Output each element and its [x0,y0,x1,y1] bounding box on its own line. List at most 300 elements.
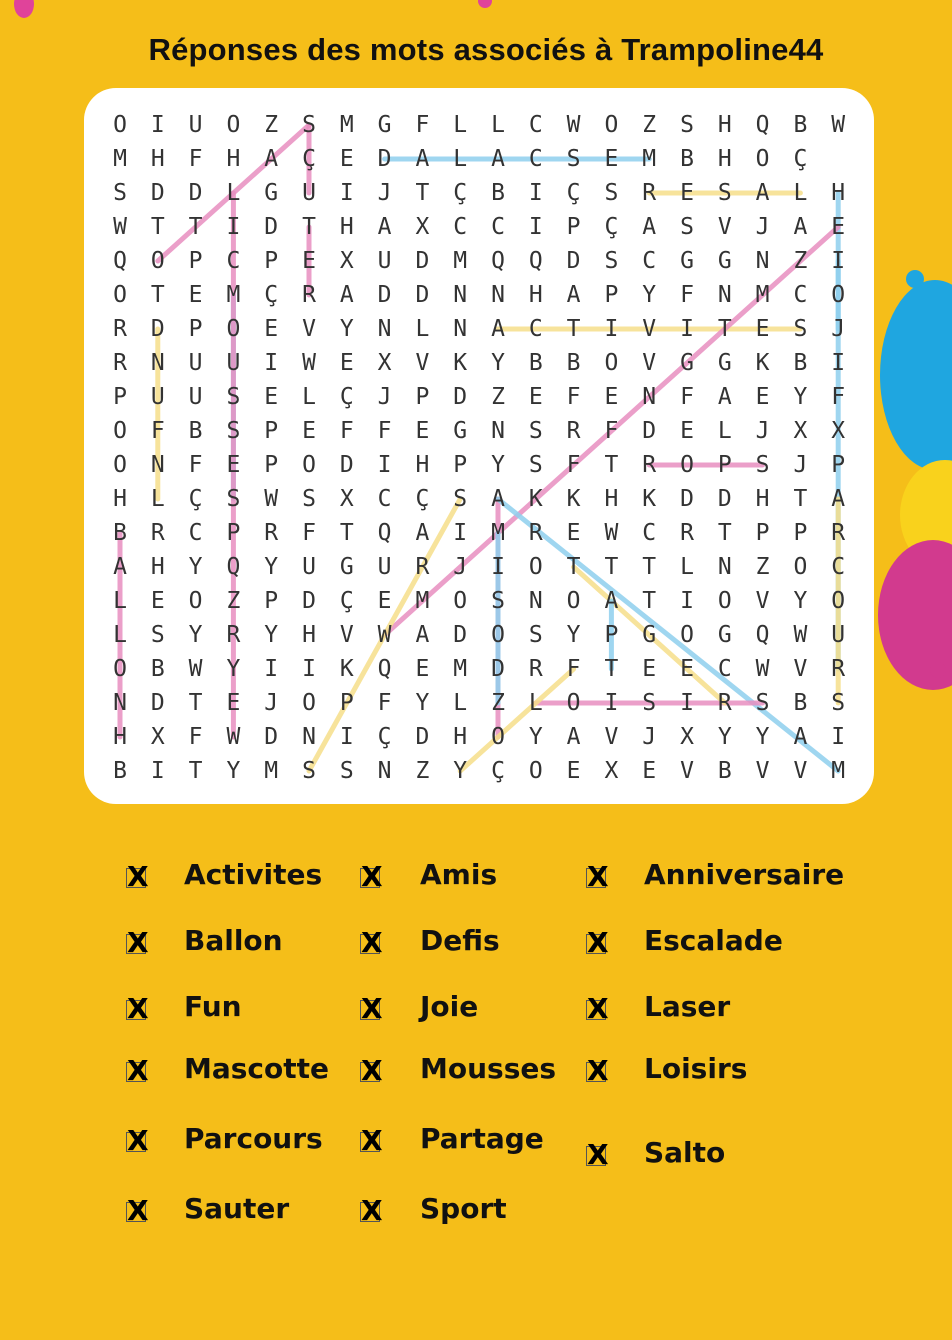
grid-letter: E [831,214,846,240]
grid-letter: K [528,486,543,512]
grid-letter: C [717,656,732,682]
grid-letter: I [680,316,694,342]
grid-letter: H [415,452,430,478]
grid-letter: U [188,384,203,410]
grid-letter: S [528,452,543,478]
grid-letter: Q [377,520,392,546]
grid-letter: I [377,452,392,478]
grid-letter: O [680,622,694,648]
grid-letter: X [339,248,354,274]
grid-letter: C [528,316,543,342]
grid-letter: V [302,316,316,342]
grid-letter: I [831,724,846,750]
grid-letter: Q [377,656,392,682]
grid-letter: C [528,112,543,138]
grid-letter: O [113,452,127,478]
grid-letter: F [831,384,846,410]
grid-letter: Ç [302,146,316,172]
grid-letter: Y [566,622,581,648]
grid-letter: Y [528,724,543,750]
grid-letter: W [566,112,581,138]
grid-letter: S [150,622,165,648]
grid-letter: D [566,248,581,274]
grid-letter: I [264,350,279,376]
grid-letter: P [339,690,354,716]
grid-letter: R [528,520,543,546]
grid-letter: D [150,180,165,206]
grid-letter: X [415,214,430,240]
grid-letter: Y [491,452,505,478]
grid-letter: A [339,282,354,308]
grid-letter: F [680,384,694,410]
grid-letter: L [302,384,316,410]
grid-letter: P [264,248,279,274]
grid-letter: C [226,248,241,274]
grid-letter: U [150,384,165,410]
grid-letter: M [264,758,279,784]
grid-letter: P [604,622,619,648]
grid-letter: O [226,112,241,138]
answer-word: Joie [420,990,479,1023]
grid-letter: Ç [188,486,203,512]
grid-letter: F [339,418,354,444]
grid-letter: G [377,112,392,138]
grid-letter: F [188,452,203,478]
grid-letter: Y [188,554,203,580]
found-checkbox [126,992,149,1025]
grid-letter: E [302,248,316,274]
grid-letter: V [793,758,808,784]
grid-letter: A [642,214,657,240]
grid-letter: L [680,554,694,580]
grid-letter: K [642,486,657,512]
grid-letter: Z [793,248,808,274]
grid-letter: A [717,384,732,410]
grid-letter: S [113,180,127,206]
grid-letter: E [415,418,430,444]
grid-letter: D [680,486,694,512]
grid-letter: E [680,418,694,444]
grid-letter: N [377,758,392,784]
grid-letter: X [339,486,354,512]
grid-letter: Y [793,588,808,614]
grid-letter: C [377,486,392,512]
answer-word: Fun [184,990,242,1023]
grid-letter: N [528,588,543,614]
grid-letter: Y [226,656,241,682]
grid-letter: F [377,690,392,716]
grid-letter: Ç [566,180,581,206]
grid-letter: J [377,180,392,206]
grid-letter: B [793,690,808,716]
grid-letter: V [717,214,732,240]
grid-letter: E [642,656,657,682]
grid-letter: Y [264,622,279,648]
grid-letter: E [528,384,543,410]
grid-letter: Y [339,316,354,342]
grid-letter: N [150,452,165,478]
grid-letter: T [188,690,203,716]
grid-letter: D [453,622,468,648]
grid-letter: P [453,452,468,478]
grid-letter: Q [755,112,770,138]
grid-letter: P [415,384,430,410]
grid-letter: C [831,554,846,580]
grid-letter: D [491,656,505,682]
grid-letter: N [453,316,468,342]
found-checkbox [360,992,383,1025]
grid-letter: X [377,350,392,376]
grid-letter: D [188,180,203,206]
checkbox-mark: X [361,926,383,959]
grid-letter: L [528,690,543,716]
checkbox-mark: X [361,1194,383,1227]
grid-letter: X [793,418,808,444]
grid-letter: M [453,656,468,682]
grid-letter: L [113,622,127,648]
grid-letter: S [339,758,354,784]
grid-letter: W [793,622,808,648]
grid-letter: I [680,588,694,614]
grid-letter: R [528,656,543,682]
grid-letter: A [491,486,505,512]
grid-letter: A [566,724,581,750]
grid-letter: E [604,146,619,172]
grid-letter: Z [415,758,430,784]
grid-letter: X [831,418,846,444]
grid-letter: J [377,384,392,410]
grid-letter: I [150,758,165,784]
grid-letter: E [150,588,165,614]
grid-letter: P [604,282,619,308]
answer-word: Ballon [184,924,283,957]
grid-letter: O [453,588,468,614]
grid-letter: D [264,724,279,750]
grid-letter: S [528,622,543,648]
grid-letter: O [566,588,581,614]
found-checkbox [360,1194,383,1227]
grid-letter: R [150,520,165,546]
grid-letter: L [453,690,468,716]
grid-letter: A [491,316,505,342]
grid-letter: P [264,418,279,444]
grid-letter: I [604,316,619,342]
grid-letter: Y [264,554,279,580]
grid-letter: M [113,146,127,172]
grid-letter: R [113,316,127,342]
answer-word: Mousses [420,1052,557,1085]
grid-letter: P [717,452,732,478]
grid-letter: T [642,588,657,614]
checkbox-mark: X [587,1138,609,1171]
grid-letter: D [415,724,430,750]
grid-letter: S [566,146,581,172]
answer-highlight-line [460,669,573,771]
grid-letter: Ç [491,758,505,784]
grid-letter: D [377,146,392,172]
grid-letter: H [226,146,241,172]
grid-letter: H [717,146,732,172]
grid-letter: T [566,316,581,342]
grid-letter: M [831,758,846,784]
grid-letter: D [264,214,279,240]
grid-letter: H [755,486,770,512]
grid-letter: S [604,248,619,274]
found-checkbox [126,1194,149,1227]
grid-letter: H [831,180,846,206]
grid-letter: U [226,350,241,376]
checkbox-mark: X [587,1054,609,1087]
grid-letter: E [339,146,354,172]
grid-letter: Ç [415,486,430,512]
grid-letter: O [831,282,846,308]
grid-letter: J [793,452,808,478]
checkbox-mark: X [587,992,609,1025]
grid-letter: E [604,384,619,410]
grid-letter: P [264,452,279,478]
checkbox-mark: X [127,1054,149,1087]
found-checkbox [360,1054,383,1087]
grid-letter: O [113,112,127,138]
grid-letter: R [717,690,732,716]
grid-letter: S [528,418,543,444]
grid-letter: K [566,486,581,512]
checkbox-mark: X [127,926,149,959]
grid-letter: I [491,554,505,580]
grid-letter: Z [264,112,279,138]
grid-letter: O [528,554,543,580]
grid-letter: S [453,486,468,512]
grid-letter: E [302,418,316,444]
grid-letter: O [113,282,127,308]
checkbox-mark: X [361,992,383,1025]
grid-letter: R [680,520,694,546]
checkbox-mark: X [127,860,149,893]
grid-letter: P [831,452,846,478]
grid-letter: F [566,384,581,410]
grid-letter: Q [528,248,543,274]
grid-letter: E [415,656,430,682]
grid-letter: F [680,282,694,308]
grid-letter: P [755,520,770,546]
grid-letter: M [453,248,468,274]
grid-letter: O [302,690,316,716]
grid-letter: O [717,588,732,614]
grid-letter: A [755,180,770,206]
grid-letter: B [793,350,808,376]
found-checkbox [126,926,149,959]
grid-letter: P [188,316,203,342]
answer-word: Sauter [184,1192,290,1225]
grid-letter: O [528,758,543,784]
grid-letter: I [339,180,354,206]
grid-letter: Q [491,248,505,274]
blue-splash-drop [906,270,924,288]
grid-letter: U [302,180,316,206]
grid-letter: Ç [793,146,808,172]
grid-letter: B [113,520,127,546]
grid-letter: I [604,690,619,716]
grid-letter: A [793,214,808,240]
grid-letter: T [642,554,657,580]
grid-letter: O [793,554,808,580]
grid-letter: N [491,418,505,444]
found-checkbox [360,1124,383,1157]
answer-word: Partage [420,1122,544,1155]
grid-letter: E [680,180,694,206]
grid-letter: Y [415,690,430,716]
answer-word: Parcours [184,1122,323,1155]
grid-letter: E [755,316,770,342]
found-checkbox [126,860,149,893]
grid-letter: A [491,146,505,172]
grid-letter: L [226,180,241,206]
grid-letter: H [302,622,316,648]
grid-letter: Y [453,758,468,784]
grid-letter: U [188,112,203,138]
answer-word: Laser [644,990,731,1023]
grid-letter: Ç [604,214,619,240]
grid-letter: O [566,690,581,716]
grid-letter: B [680,146,694,172]
grid-letter: B [566,350,581,376]
grid-letter: L [453,112,468,138]
grid-letter: L [150,486,165,512]
grid-letter: J [831,316,846,342]
grid-letter: N [377,316,392,342]
grid-letter: E [226,690,241,716]
grid-letter: P [113,384,127,410]
grid-letter: E [264,316,279,342]
grid-letter: T [150,282,165,308]
grid-letter: B [491,180,505,206]
grid-letter: T [339,520,354,546]
grid-letter: S [226,486,241,512]
found-checkbox [586,1138,609,1171]
grid-letter: R [226,622,241,648]
grid-letter: F [415,112,430,138]
grid-letter: D [642,418,657,444]
grid-letter: F [150,418,165,444]
grid-letter: C [793,282,808,308]
grid-letter: E [264,384,279,410]
grid-letter: Y [642,282,657,308]
grid-letter: A [831,486,846,512]
grid-letter: G [717,248,732,274]
grid-letter: K [339,656,354,682]
grid-letter: W [755,656,770,682]
grid-letter: T [415,180,430,206]
grid-letter: R [113,350,127,376]
grid-letter: Z [226,588,241,614]
grid-letter: N [453,282,468,308]
grid-letter: D [415,248,430,274]
grid-letter: L [113,588,127,614]
grid-letter: I [680,690,694,716]
grid-letter: T [604,554,619,580]
grid-letter: Q [113,248,127,274]
grid-letter: F [188,724,203,750]
blue-splash-right [880,280,952,470]
grid-letter: J [642,724,657,750]
answer-word: Defis [420,924,500,957]
grid-letter: W [831,112,846,138]
grid-letter: Ç [453,180,468,206]
grid-letter: X [680,724,694,750]
grid-letter: O [113,418,127,444]
grid-letter: R [642,452,657,478]
grid-letter: C [453,214,468,240]
grid-letter: A [566,282,581,308]
found-checkbox [126,1124,149,1157]
grid-letter: A [113,554,127,580]
grid-letter: Z [755,554,770,580]
grid-letter: F [188,146,203,172]
grid-letter: P [188,248,203,274]
grid-letter: N [302,724,316,750]
grid-letter: G [680,248,694,274]
grid-letter: C [642,248,657,274]
grid-letter: T [150,214,165,240]
grid-letter: V [680,758,694,784]
checkbox-mark: X [587,926,609,959]
grid-letter: A [793,724,808,750]
grid-letter: E [755,384,770,410]
grid-letter: H [453,724,468,750]
grid-letter: O [755,146,770,172]
grid-letter: S [717,180,732,206]
grid-letter: R [415,554,430,580]
grid-letter: H [150,146,165,172]
grid-letter: N [642,384,657,410]
grid-letter: H [717,112,732,138]
grid-letter: N [113,690,127,716]
grid-letter: B [188,418,203,444]
grid-letter: O [226,316,241,342]
grid-letter: W [302,350,316,376]
grid-letter: F [604,418,619,444]
answer-word: Activites [184,858,323,891]
grid-letter: F [302,520,316,546]
grid-letter: N [150,350,165,376]
grid-letter: I [831,248,846,274]
grid-letter: U [302,554,316,580]
grid-letter: T [717,316,732,342]
grid-letter: T [566,554,581,580]
grid-letter: R [566,418,581,444]
grid-letter: O [188,588,203,614]
grid-letter: M [226,282,241,308]
grid-letter: D [302,588,316,614]
grid-letter: G [717,350,732,376]
grid-letter: S [680,214,694,240]
grid-letter: W [264,486,279,512]
grid-letter: G [453,418,468,444]
checkbox-mark: X [127,992,149,1025]
checkbox-mark: X [361,1054,383,1087]
grid-letter: K [453,350,468,376]
grid-letter: V [755,758,770,784]
grid-letter: U [188,350,203,376]
grid-letter: S [680,112,694,138]
grid-letter: B [717,758,732,784]
grid-letter: I [528,214,543,240]
grid-letter: D [377,282,392,308]
grid-letter: Y [717,724,732,750]
found-checkbox [126,1054,149,1087]
answer-word: Escalade [644,924,783,957]
grid-letter: V [755,588,770,614]
